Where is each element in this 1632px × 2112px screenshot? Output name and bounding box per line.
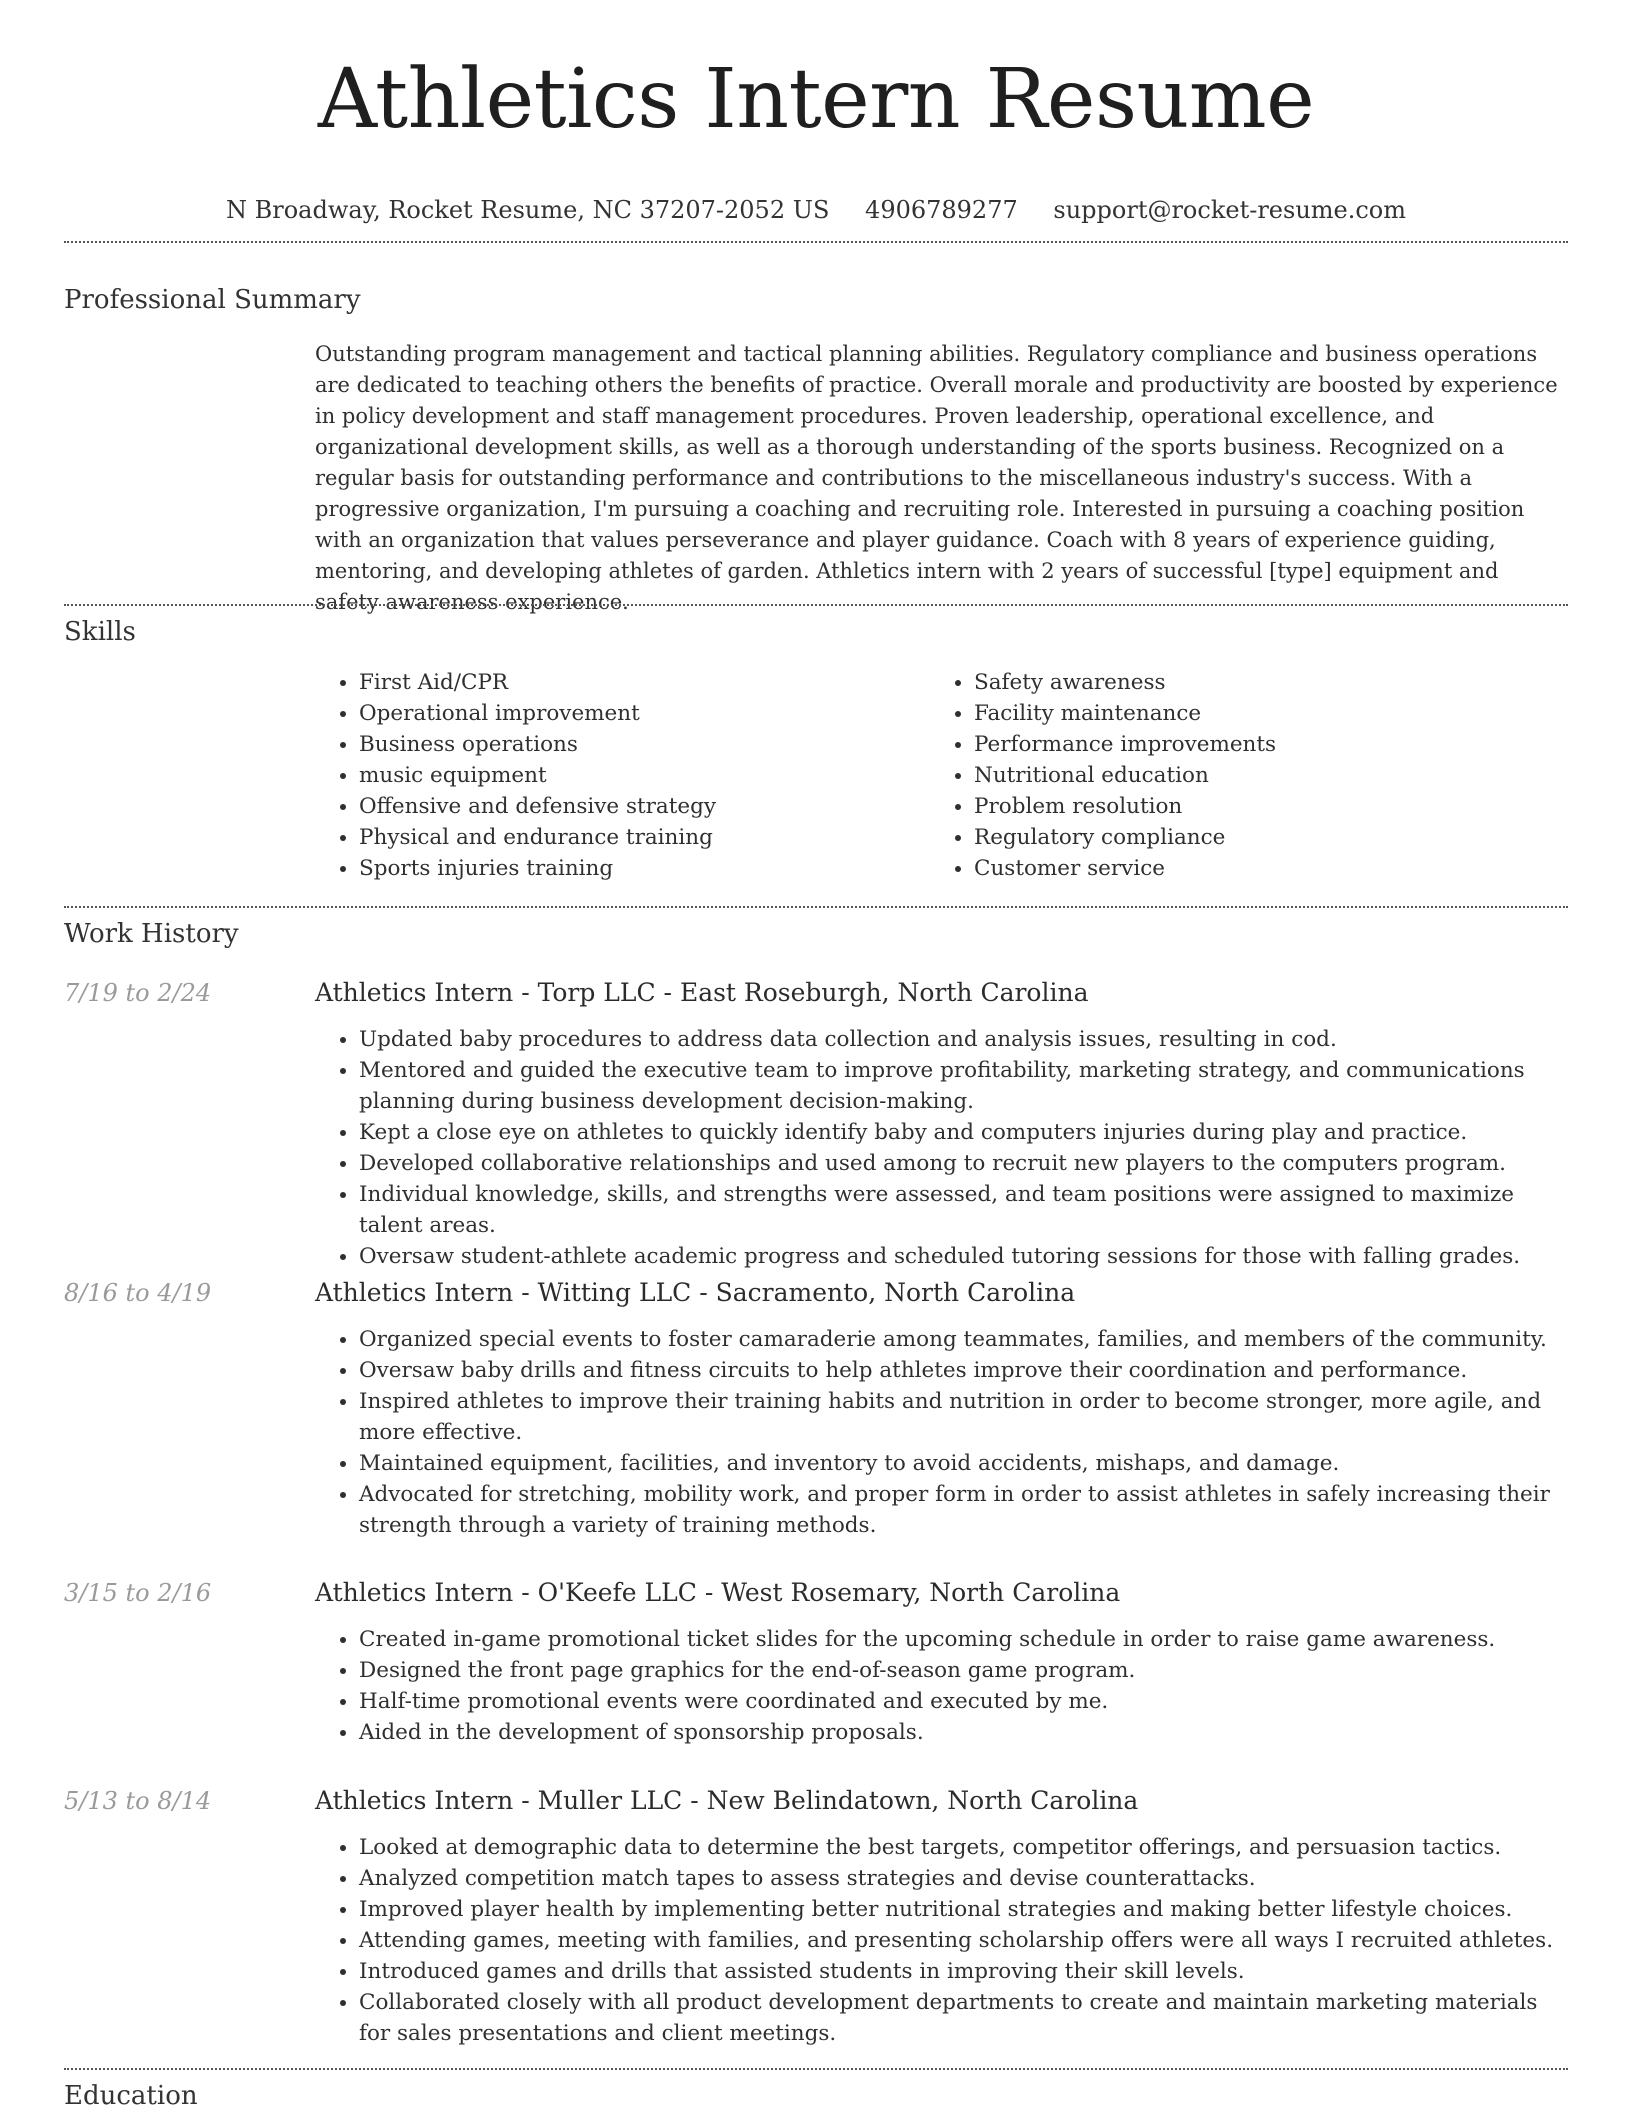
contact-line xyxy=(64,194,1568,226)
job-dates: 8/16 to 4/19 xyxy=(64,1279,212,1307)
job-bullets xyxy=(315,1624,1568,1748)
skill-item: • Business operations xyxy=(359,729,930,760)
skill-item: • Sports injuries training xyxy=(359,853,930,884)
summary-section xyxy=(64,283,1568,618)
job-title: Athletics Intern - Torp LLC - East Roseburgh, North Carolina xyxy=(315,978,1089,1007)
divider xyxy=(64,241,1568,243)
skill-item: • Nutritional education xyxy=(974,760,1545,791)
job-dates: 7/19 to 2/24 xyxy=(64,979,212,1007)
section-title-work: Work History xyxy=(64,919,239,949)
job-bullet: • Individual knowledge, skills, and strengths were assessed, and team positions were assigned to maximize talent areas. xyxy=(359,1179,1568,1241)
job-bullet: • Developed collaborative relationships and used among to recruit new players to the computers program. xyxy=(359,1148,1568,1179)
job-bullet: • Oversaw student-athlete academic progress and scheduled tutoring sessions for those with falling grades. xyxy=(359,1241,1568,1272)
job-bullet: • Collaborated closely with all product development departments to create and maintain marketing materials for sales presentations and client meetings. xyxy=(359,1987,1568,2049)
section-title-skills: Skills xyxy=(64,617,136,647)
contact-phone: 4906789277 xyxy=(865,196,1018,224)
job-title: Athletics Intern - Witting LLC - Sacramento, North Carolina xyxy=(315,1278,1076,1307)
job-entry xyxy=(64,1576,1568,1748)
work-section xyxy=(64,917,1568,951)
skill-item: • Physical and endurance training xyxy=(359,822,930,853)
job-bullet: • Updated baby procedures to address data collection and analysis issues, resulting in cod. xyxy=(359,1024,1568,1055)
divider xyxy=(64,906,1568,908)
job-dates: 3/15 to 2/16 xyxy=(64,1579,212,1607)
job-bullets xyxy=(315,1832,1568,2049)
skill-item: • Safety awareness xyxy=(974,667,1545,698)
resume-title: Athletics Intern Resume xyxy=(317,52,1315,147)
job-bullet: • Aided in the development of sponsorship proposals. xyxy=(359,1717,1568,1748)
education-section xyxy=(64,2079,1568,2112)
skill-item: • First Aid/CPR xyxy=(359,667,930,698)
job-bullet: • Advocated for stretching, mobility work, and proper form in order to assist athletes in safely increasing their strength through a variety of training methods. xyxy=(359,1479,1568,1541)
skill-item: • Regulatory compliance xyxy=(974,822,1545,853)
job-entry xyxy=(64,976,1568,1272)
skill-item: • Performance improvements xyxy=(974,729,1545,760)
job-bullet: • Designed the front page graphics for the end-of-season game program. xyxy=(359,1655,1568,1686)
contact-email: support@rocket-resume.com xyxy=(1053,196,1407,224)
skill-item: • Problem resolution xyxy=(974,791,1545,822)
skills-list-right xyxy=(930,667,1545,884)
job-entry xyxy=(64,1276,1568,1541)
job-dates: 5/13 to 8/14 xyxy=(64,1787,212,1815)
divider xyxy=(64,2068,1568,2070)
job-bullet: • Analyzed competition match tapes to assess strategies and devise counterattacks. xyxy=(359,1863,1568,1894)
job-bullet: • Maintained equipment, facilities, and inventory to avoid accidents, mishaps, and damage. xyxy=(359,1448,1568,1479)
job-bullet: • Attending games, meeting with families, and presenting scholarship offers were all ways I recruited athletes. xyxy=(359,1925,1568,1956)
job-bullet: • Mentored and guided the executive team to improve profitability, marketing strategy, and communications planning during business development decision-making. xyxy=(359,1055,1568,1117)
skill-item: • Customer service xyxy=(974,853,1545,884)
job-bullet: • Introduced games and drills that assisted students in improving their skill levels. xyxy=(359,1956,1568,1987)
job-bullets xyxy=(315,1024,1568,1272)
job-bullet: • Improved player health by implementing better nutritional strategies and making better lifestyle choices. xyxy=(359,1894,1568,1925)
job-title: Athletics Intern - Muller LLC - New Belindatown, North Carolina xyxy=(315,1786,1139,1815)
skill-item: • music equipment xyxy=(359,760,930,791)
job-bullet: • Half-time promotional events were coordinated and executed by me. xyxy=(359,1686,1568,1717)
job-bullets xyxy=(315,1324,1568,1541)
skill-item: • Facility maintenance xyxy=(974,698,1545,729)
summary-text: Outstanding program management and tactical planning abilities. Regulatory compliance and business operations are dedicated to teaching others the benefits of practice. Overall morale and productivity are boosted by experience in policy development and staff management procedures. Proven leadership, operational excellence, and organizational development skills, as well as a thorough understanding of the sports business. Recognized on a regular basis for outstanding performance and contributions to the miscellaneous industry's success. With a progressive organization, I'm pursuing a coaching and recruiting role. Interested in pursuing a coaching position with an organization that values perseverance and player guidance. Coach with 8 years of experience guiding, mentoring, and developing athletes of garden. Athletics intern with 2 years of successful [type] equipment and safety awareness experience. xyxy=(315,342,1558,614)
job-entry xyxy=(64,1784,1568,2049)
job-bullet: • Created in-game promotional ticket slides for the upcoming schedule in order to raise game awareness. xyxy=(359,1624,1568,1655)
section-title-education: Education xyxy=(64,2081,198,2111)
job-bullet: • Looked at demographic data to determine the best targets, competitor offerings, and persuasion tactics. xyxy=(359,1832,1568,1863)
skill-item: • Offensive and defensive strategy xyxy=(359,791,930,822)
section-title-summary: Professional Summary xyxy=(64,285,361,315)
job-bullet: • Oversaw baby drills and fitness circuits to help athletes improve their coordination and performance. xyxy=(359,1355,1568,1386)
job-bullet: • Inspired athletes to improve their training habits and nutrition in order to become stronger, more agile, and more effective. xyxy=(359,1386,1568,1448)
job-bullet: • Kept a close eye on athletes to quickly identify baby and computers injuries during play and practice. xyxy=(359,1117,1568,1148)
job-title: Athletics Intern - O'Keefe LLC - West Rosemary, North Carolina xyxy=(315,1578,1121,1607)
contact-address: N Broadway, Rocket Resume, NC 37207-2052 US xyxy=(225,196,830,224)
job-bullet: • Organized special events to foster camaraderie among teammates, families, and members of the community. xyxy=(359,1324,1568,1355)
divider xyxy=(64,604,1568,606)
skill-item: • Operational improvement xyxy=(359,698,930,729)
skills-list-left xyxy=(315,667,930,884)
skills-section xyxy=(64,615,1568,884)
